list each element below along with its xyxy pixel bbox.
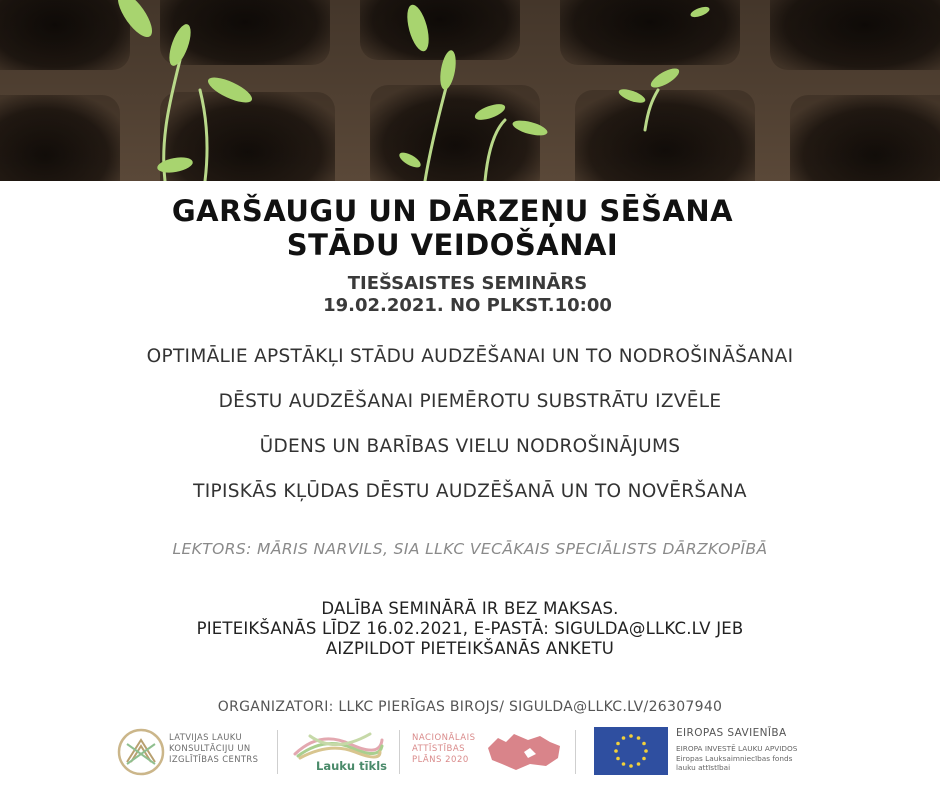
event-title [0,194,905,262]
lauku-tikls-label: Lauku tīkls [316,759,387,773]
eu-fund-text: EIROPA INVESTĒ LAUKU APVIDOS Eiropas Lauksaimniecības fonds lauku attīstībai [676,744,798,772]
participation-info [0,599,940,659]
lauku-tikls-emblem-icon [290,726,385,760]
llkc-name: LATVIJAS LAUKU KONSULTĀCIJU UN IZGLĪTĪBAS CENTRS [169,732,259,764]
seminar-type: TIEŠSAISTES SEMINĀRS [347,273,588,294]
lauku-tikls-logo [290,724,390,780]
latvia-map-icon [484,730,564,774]
eu-flag-icon [594,727,668,775]
lecturer-info: LEKTORS: MĀRIS NARVILS, SIA LLKC VECĀKAIS SPECIĀLISTS DĀRZKOPĪBĀ [172,540,768,558]
nap-2020-logo [412,724,567,780]
eu-title: EIROPAS SAVIENĪBA [676,727,787,739]
seedling-tray-image [0,0,940,181]
logo-divider [399,730,400,774]
topic-item: ŪDENS UN BARĪBAS VIELU NODROŠINĀJUMS [259,436,681,457]
topic-item: DĒSTU AUDZĒŠANAI PIEMĒROTU SUBSTRĀTU IZVĒLE [218,391,722,412]
participation-free-note: DALĪBA SEMINĀRĀ IR BEZ MAKSAS. [321,599,619,618]
sponsor-logos [0,724,940,780]
topic-item: TIPISKĀS KĻŪDAS DĒSTU AUDZĒŠANĀ UN TO NOVĒRŠANA [193,481,747,502]
title-line-1: GARŠAUGU UN DĀRZEŅU SĒŠANA [171,194,734,228]
nap-label: NACIONĀLAIS ATTĪSTĪBAS PLĀNS 2020 [412,733,476,765]
registration-form-note: AIZPILDOT PIETEIKŠANĀS ANKETU [325,639,615,658]
logo-divider [277,730,278,774]
llkc-logo [117,724,277,780]
title-line-2: STĀDU VEIDOŠANAI [286,228,619,262]
eu-logo [594,724,834,780]
llkc-emblem-icon [117,728,165,776]
topic-list [0,343,940,523]
logo-divider [575,730,576,774]
organizers-info: ORGANIZATORI: LLKC PIERĪGAS BIROJS/ SIGULDA@LLKC.LV/26307940 [217,699,723,715]
seminar-date-time: 19.02.2021. NO PLKST.10:00 [323,295,612,316]
event-subtitle [0,273,935,317]
registration-deadline: PIETEIKŠANĀS LĪDZ 16.02.2021, E-PASTĀ: SIGULDA@LLKC.LV JEB [196,619,744,638]
topic-item: OPTIMĀLIE APSTĀKĻI STĀDU AUDZĒŠANAI UN TO NODROŠINĀŠANAI [146,346,794,367]
hero-photo [0,0,940,181]
